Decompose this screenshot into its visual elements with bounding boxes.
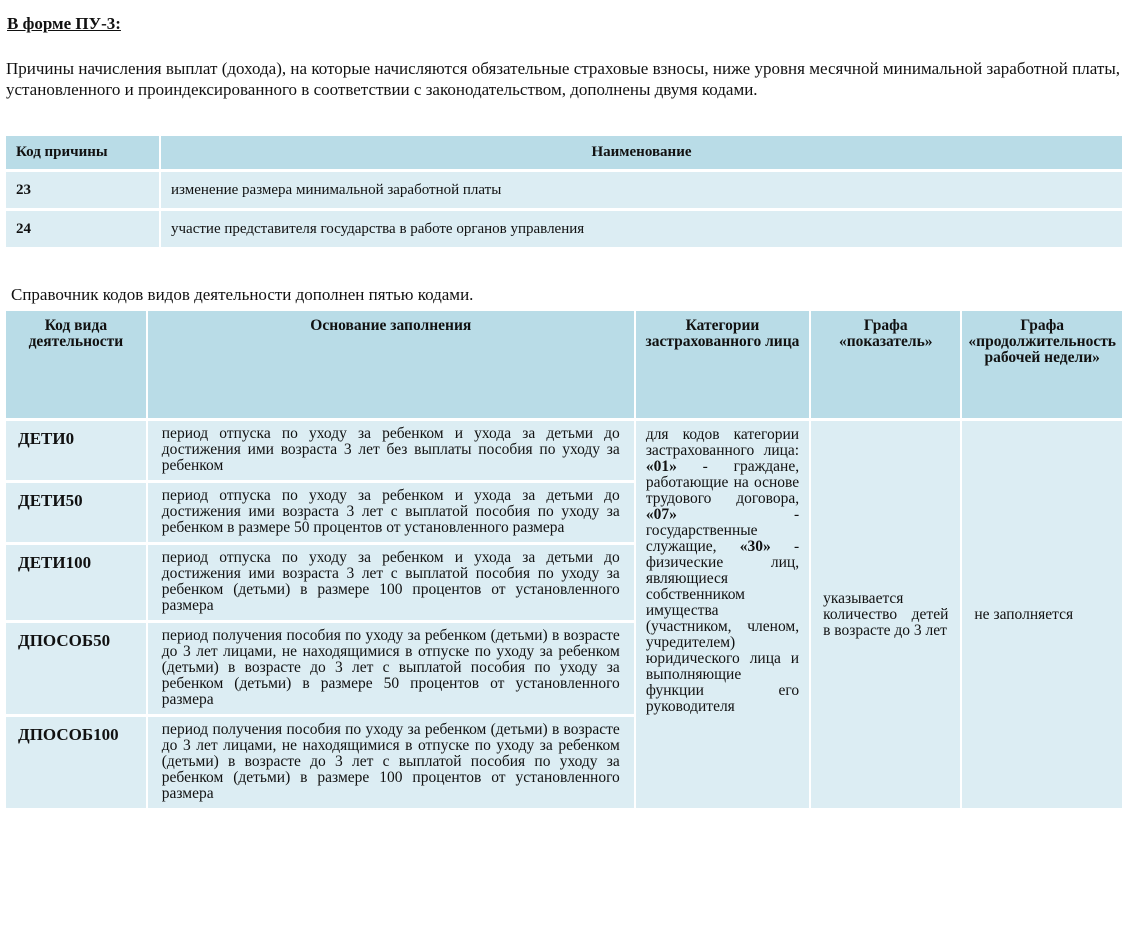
activity-basis: период отпуска по уходу за ребенком и ухода за детьми до достижения ими возраста 3 лет без выплаты пособия по уходу за ребенком (147, 420, 635, 482)
activity-basis: период отпуска по уходу за ребенком и ухода за детьми до достижения ими возраста 3 лет с выплатой пособия по уходу за ребенком в размере 50 процентов от установленного размера (147, 482, 635, 544)
reason-code: 23 (6, 171, 160, 210)
col-header-indicator: Графа «показатель» (810, 311, 961, 420)
intro-paragraph: Причины начисления выплат (дохода), на которые начисляются обязательные страховые взносы, ниже уровня месячной минимальной заработной платы, установленного и проиндексированного в соответствии с законодательством, дополнены двумя кодами. (6, 59, 1120, 99)
category-text-01: - граждане, работающие на основе трудового договора, (645, 458, 800, 507)
col-header-category: Категории застрахованного лица (635, 311, 810, 420)
reason-code: 24 (6, 210, 160, 248)
activity-basis: период получения пособия по уходу за ребенком (детьми) в возрасте до 3 лет лицами, не находящимися в отпуске по уходу за ребенком (детьми) в возрасте до 3 лет с выплатой пособия по уходу за ребенком (детьми) в размере 100 процентов от установленного размера (147, 716, 635, 809)
activity-code: ДЕТИ0 (6, 420, 147, 482)
col-header-basis: Основание заполнения (147, 311, 635, 420)
reason-name: изменение размера минимальной заработной платы (160, 171, 1123, 210)
activity-code: ДЕТИ50 (6, 482, 147, 544)
activity-basis: период отпуска по уходу за ребенком и ухода за детьми до достижения ими возраста 3 лет с выплатой пособия по уходу за ребенком (детьми) в размере 100 процентов от установленного размера (147, 544, 635, 622)
section-heading: В форме ПУ-3: (7, 14, 121, 33)
activity-basis: период получения пособия по уходу за ребенком (детьми) в возрасте до 3 лет лицами, не находящимися в отпуске по уходу за ребенком (детьми) в возрасте до 3 лет с выплатой пособия по уходу за ребенком (детьми) в размере 50 процентов от установленного размера (147, 622, 635, 716)
category-code-01: «01» (645, 458, 677, 475)
col-header-week-duration: Графа «продолжительность рабочей недели» (961, 311, 1123, 420)
table-row (6, 210, 1123, 248)
col-header-reason-code: Код причины (6, 136, 160, 171)
week-duration-cell: не заполняется (961, 420, 1123, 809)
table-row (6, 420, 1123, 482)
category-intro: для кодов категории застрахованного лица: (645, 426, 800, 459)
category-code-30: «30» (739, 538, 771, 555)
category-code-07: «07» (645, 506, 677, 523)
table-row (6, 171, 1123, 210)
category-cell (635, 420, 810, 809)
col-header-activity-code: Код вида деятельности (6, 311, 147, 420)
indicator-cell: указывается количество детей в возрасте до 3 лет (810, 420, 961, 809)
category-text-30: - физические лиц, являющиеся собственником имущества (участником, членом, учредителем) юридического лица и выполняющие функции его руководителя (645, 538, 800, 715)
col-header-name: Наименование (160, 136, 1123, 171)
activity-code: ДПОСОБ50 (6, 622, 147, 716)
reason-name: участие представителя государства в работе органов управления (160, 210, 1123, 248)
category-text-07: - государственные служащие, (645, 506, 800, 555)
activity-codes-table (6, 311, 1124, 808)
reasons-table (6, 136, 1124, 247)
activity-caption: Справочник кодов видов деятельности дополнен пятью кодами. (11, 285, 474, 304)
activity-code: ДПОСОБ100 (6, 716, 147, 809)
table-header-row (6, 311, 1123, 420)
table-header-row (6, 136, 1123, 171)
activity-code: ДЕТИ100 (6, 544, 147, 622)
